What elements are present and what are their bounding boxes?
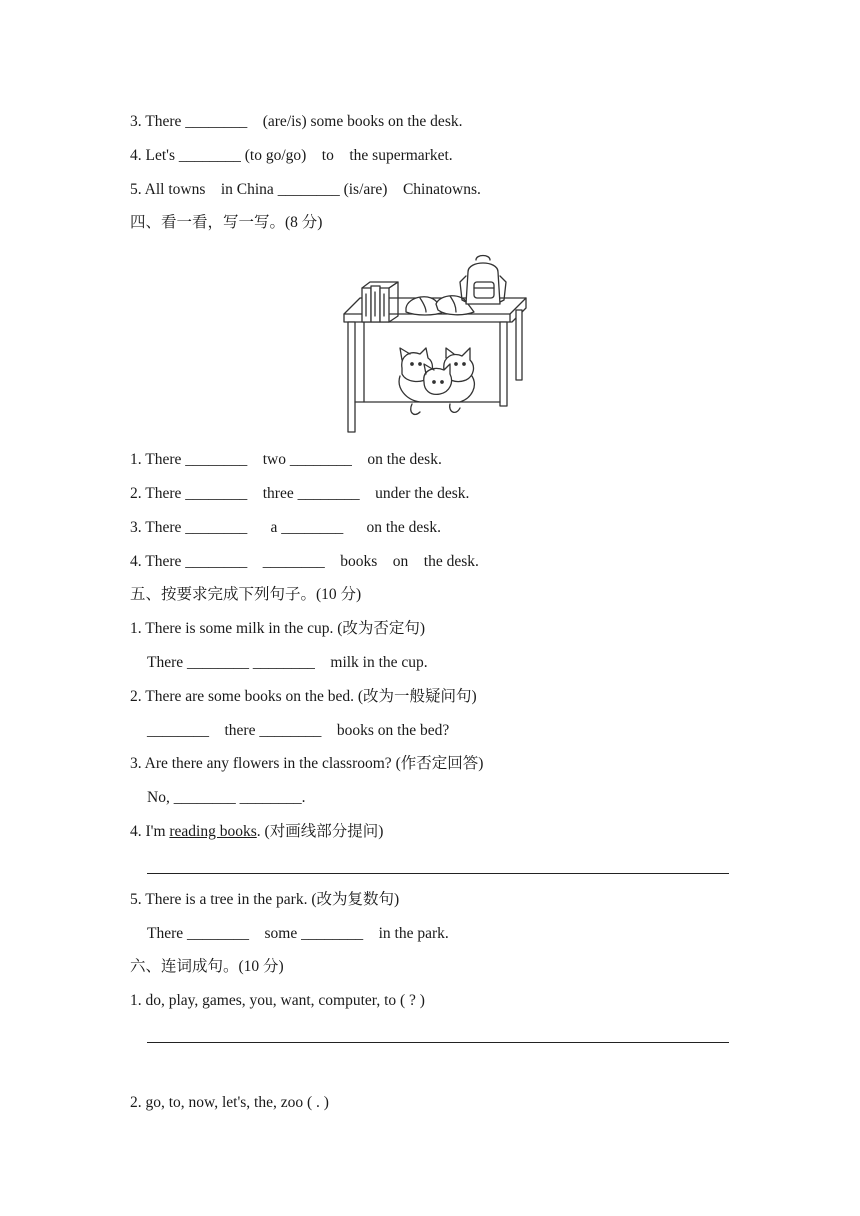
- answer-line-5-4: [147, 873, 729, 874]
- answer-5-2: ________ there ________ books on the bed?: [147, 722, 450, 739]
- question-3-3: 3. There ________ (are/is) some books on the desk.: [130, 113, 463, 130]
- answer-line-6-1: [147, 1042, 729, 1043]
- question-5-4-prefix: 4. I'm: [130, 823, 170, 840]
- question-5-5: 5. There is a tree in the park. (改为复数句): [130, 891, 400, 908]
- question-5-1: 1. There is some milk in the cup. (改为否定句): [130, 620, 426, 637]
- answer-5-5: There ________ some ________ in the park.: [147, 925, 449, 942]
- question-6-2: 2. go, to, now, let's, the, zoo ( . ): [130, 1094, 329, 1111]
- question-4-1: 1. There ________ two ________ on the desk.: [130, 451, 442, 468]
- question-6-1: 1. do, play, games, you, want, computer, to ( ? ): [130, 992, 425, 1009]
- desk-illustration-icon: [340, 252, 530, 434]
- question-5-4: [130, 822, 383, 842]
- question-5-3: 3. Are there any flowers in the classroom? (作否定回答): [130, 755, 484, 772]
- question-3-4: 4. Let's ________ (to go/go) to the supermarket.: [130, 147, 453, 164]
- section-4-heading: 四、看一看，写一写。(8 分): [130, 214, 323, 231]
- question-5-4-suffix: . (对画线部分提问): [256, 823, 384, 840]
- section-5-heading: 五、按要求完成下列句子。(10 分): [130, 586, 362, 603]
- question-5-4-underlined: reading books: [169, 823, 257, 840]
- question-4-3: 3. There ________ a ________ on the desk.: [130, 519, 441, 536]
- section-6-heading: 六、连词成句。(10 分): [130, 958, 284, 975]
- answer-5-3: No, ________ ________.: [147, 789, 306, 806]
- question-4-4: 4. There ________ ________ books on the desk.: [130, 553, 479, 570]
- question-5-2: 2. There are some books on the bed. (改为一般疑问句): [130, 688, 477, 705]
- answer-5-1: There ________ ________ milk in the cup.: [147, 654, 428, 671]
- question-3-5: 5. All towns in China ________ (is/are) Chinatowns.: [130, 181, 481, 198]
- question-4-2: 2. There ________ three ________ under the desk.: [130, 485, 470, 502]
